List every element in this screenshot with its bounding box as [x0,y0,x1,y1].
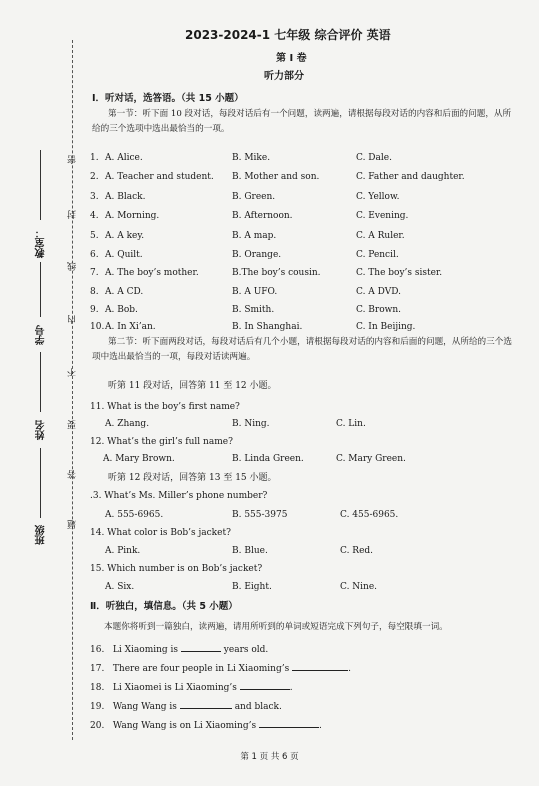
exam-title: 2023-2024-1 七年级 综合评价 英语 [185,28,391,42]
seal-char: 题 [68,520,78,529]
option-b: B. Eight. [232,582,272,592]
question-15: 15. Which number is on Bob’s jacket? [90,564,263,574]
seal-char: 要 [68,420,78,429]
item-number: 20. [90,721,105,731]
option-b: B. Blue. [232,546,268,556]
section2-instructions: 本题你将听到一篇独白，读两遍，请用所听到的单词或短语完成下列句子，每空限填一词。 [104,622,448,632]
option-a: A. Six. [105,582,135,592]
option-a: A. A key. [105,231,145,241]
dialog-12-instruction: 听第 12 段对话，回答第 13 至 15 小题。 [108,473,277,483]
answer-blank[interactable] [259,718,319,728]
section1-part1-instructions: 第一节：听下面 10 段对话，每段对话后有一个问题，读两遍，请根据每段对话的内容和后面的问题，从所给的三个选项中选出最恰当的一项。 [92,109,512,134]
option-c: C. Brown. [356,305,401,315]
seal-char: 封 [68,210,78,219]
item-number: 17. [90,664,105,674]
option-a: A. A CD. [105,287,144,297]
seal-line [72,40,73,740]
seal-char: 线 [68,262,78,271]
volume-label: 第 I 卷 [276,53,307,64]
margin-label-name: 姓名 [36,420,47,440]
option-b: B. 555-3975 [232,510,288,520]
question-number: 5. [90,231,99,241]
option-c: C. A Ruler. [356,231,405,241]
option-b: B. Green. [232,192,276,202]
question-14: 14. What color is Bob’s jacket? [90,528,231,538]
item-text: Li Xiaomei is Li Xiaoming’s [112,683,237,693]
option-a: A. Bob. [105,305,138,315]
item-text: and black. [234,702,282,712]
margin-label-student-id: 学号 [36,325,47,345]
name-blank [40,352,41,412]
option-a: A. Zhang. [105,419,150,429]
question-number: 9. [90,305,99,315]
item-number: 18. [90,683,105,693]
option-b: B. Linda Green. [232,454,304,464]
question-11: 11. What is the boy’s first name? [90,402,240,412]
option-b: B.The boy’s cousin. [232,268,321,278]
margin-label-classroom: 教室： [36,228,47,258]
option-a: A. Mary Brown. [103,454,175,464]
answer-blank[interactable] [180,699,232,709]
option-a: A. The boy’s mother. [105,268,199,278]
fill-item-17 [90,661,351,675]
question-number: 10. [90,322,105,332]
page-footer: 第 1 页 共 6 页 [240,752,299,762]
question-13: .3. What’s Ms. Miller’s phone number? [90,491,268,501]
option-c: C. Red. [340,546,374,556]
question-12: 12. What’s the girl’s full name? [90,437,233,447]
option-a: A. Black. [105,192,146,202]
seal-char: 内 [68,315,78,324]
option-a: A. Alice. [105,153,143,163]
question-number: 1. [90,153,99,163]
option-b: B. Afternoon. [232,211,293,221]
class-blank [40,448,41,518]
margin-label-class: 班级 [36,525,47,545]
item-number: 19. [90,702,105,712]
item-text: Wang Wang is [112,702,177,712]
item-text: There are four people in Li Xiaoming’s [112,664,290,674]
option-b: B. A map. [232,231,277,241]
option-c: C. 455-6965. [340,510,399,520]
option-c: C. A DVD. [356,287,401,297]
option-a: A. In Xi’an. [105,322,156,332]
item-text: years old. [223,645,269,655]
option-b: B. Smith. [232,305,275,315]
section1-heading: Ⅰ．听对话，选答语。（共 15 小题） [92,93,244,104]
question-number: 6. [90,250,99,260]
item-text: . [318,721,322,731]
answer-blank[interactable] [292,661,348,671]
question-number: 4. [90,211,99,221]
item-text: Wang Wang is on Li Xiaoming’s [112,721,257,731]
seal-char: 不 [68,368,78,377]
dialog-11-instruction: 听第 11 段对话，回答第 11 至 12 小题。 [108,381,277,391]
option-b: B. Orange. [232,250,282,260]
question-number: 2. [90,172,99,182]
item-text: Li Xiaoming is [112,645,179,655]
option-a: A. Morning. [105,211,160,221]
classroom-blank [40,150,41,220]
section2-heading: Ⅱ．听独白，填信息。（共 5 小题） [90,601,238,612]
item-text: . [289,683,293,693]
question-number: 3. [90,192,99,202]
item-number: 16. [90,645,105,655]
seal-char: 密 [68,155,78,164]
answer-blank[interactable] [240,680,290,690]
option-c: C. Mary Green. [336,454,406,464]
option-a: A. Quilt. [105,250,143,260]
option-c: C. Father and daughter. [356,172,465,182]
option-c: C. The boy’s sister. [356,268,443,278]
student-id-blank [40,262,41,317]
answer-blank[interactable] [181,642,221,652]
fill-item-19 [90,699,282,713]
option-b: B. In Shanghai. [232,322,303,332]
part-label: 听力部分 [264,71,304,82]
fill-item-18 [90,680,293,694]
option-c: C. Evening. [356,211,409,221]
section1-part2-instructions: 第二节：听下面两段对话，每段对话后有几个小题，请根据每段对话的内容和后面的问题，从所给的三个选项中选出最恰当的一项，每段对话读两遍。 [92,337,512,362]
question-number: 8. [90,287,99,297]
item-text: . [348,664,351,674]
option-c: C. Lin. [336,419,366,429]
option-c: C. Pencil. [356,250,399,260]
option-c: C. Dale. [356,153,392,163]
question-number: 7. [90,268,99,278]
option-b: B. Ning. [232,419,270,429]
fill-item-16 [90,642,268,656]
option-a: A. Teacher and student. [105,172,214,182]
option-c: C. Nine. [340,582,378,592]
option-c: C. In Beijing. [356,322,416,332]
seal-char: 答 [68,470,78,479]
option-b: B. Mike. [232,153,271,163]
option-a: A. 555-6965. [105,510,164,520]
option-a: A. Pink. [105,546,141,556]
fill-item-20 [90,718,322,732]
option-b: B. A UFO. [232,287,278,297]
option-b: B. Mother and son. [232,172,320,182]
option-c: C. Yellow. [356,192,400,202]
